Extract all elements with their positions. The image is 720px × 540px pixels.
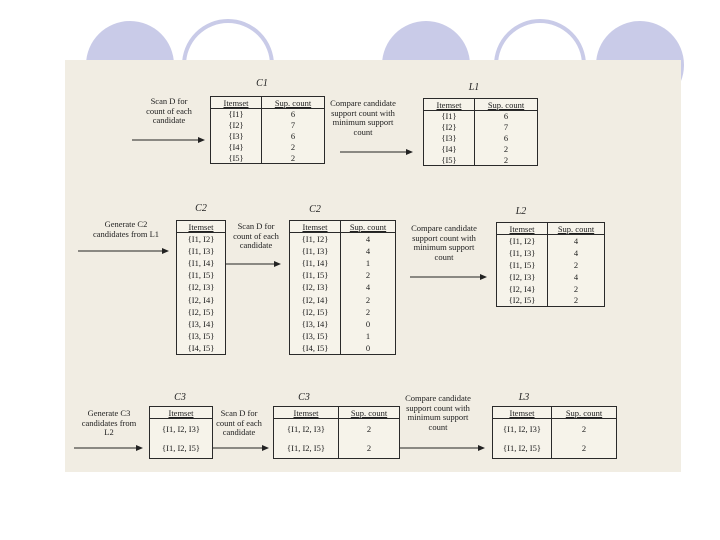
table-row	[274, 439, 400, 459]
itemset-cell: {I3}	[228, 131, 244, 141]
table-row	[497, 295, 605, 307]
itemset-cell: {I2, I5}	[301, 306, 329, 317]
header-row	[290, 221, 396, 233]
table-row	[424, 133, 538, 144]
table-row	[493, 439, 617, 459]
support-count-cell: 2	[262, 142, 325, 153]
table-row	[424, 111, 538, 122]
column-header: Sup. count	[341, 221, 396, 233]
table-name-l3: L3	[518, 392, 530, 403]
table-row	[290, 293, 396, 305]
support-count-cell: 2	[548, 259, 605, 271]
table-row	[290, 245, 396, 257]
support-count-cell: 2	[552, 419, 617, 439]
itemset-cell: {I1, I4}	[187, 257, 215, 268]
itemset-cell: {I2, I3}	[187, 282, 215, 293]
header-row	[211, 97, 325, 109]
itemset-cell: {I4}	[228, 142, 244, 152]
support-count-cell: 4	[548, 271, 605, 283]
support-count-cell: 7	[475, 122, 538, 133]
support-count-cell: 2	[341, 293, 396, 305]
table-l1	[423, 98, 538, 166]
table-row	[424, 122, 538, 133]
itemset-cell: {I2, I3}	[508, 271, 536, 282]
support-count-cell: 2	[475, 155, 538, 166]
column-header: Itemset	[150, 407, 213, 419]
itemset-cell: {I1, I2, I5}	[503, 443, 541, 454]
column-header: Sup. count	[339, 407, 400, 419]
column-header: Sup. count	[548, 223, 605, 235]
table-row	[290, 330, 396, 342]
itemset-cell: {I1}	[441, 111, 457, 122]
support-count-cell: 6	[475, 111, 538, 122]
table-c2-counts	[289, 220, 396, 355]
compare-step-label: Compare candidate support count with minimum support count	[411, 223, 477, 262]
itemset-cell: {I1, I5}	[508, 259, 536, 270]
itemset-cell: {I1, I2}	[187, 233, 215, 244]
column-header: Sup. count	[552, 407, 617, 419]
itemset-cell: {I1, I2, I3}	[503, 423, 541, 434]
table-row	[177, 330, 226, 342]
table-l2	[496, 222, 605, 307]
itemset-cell: {I5}	[228, 152, 244, 163]
column-header: Sup. count	[262, 97, 325, 109]
support-count-cell: 6	[475, 133, 538, 144]
table-row	[211, 142, 325, 153]
itemset-cell: {I4, I5}	[187, 343, 215, 354]
column-header: Itemset	[177, 221, 226, 233]
support-count-cell: 1	[341, 257, 396, 269]
compare-step-label: Compare candidate support count with minimum support count	[405, 393, 471, 432]
support-count-cell: 0	[341, 318, 396, 330]
itemset-cell: {I1, I3}	[508, 247, 536, 258]
itemset-cell: {I3, I5}	[301, 331, 329, 342]
table-row	[177, 257, 226, 269]
table-row	[424, 155, 538, 166]
support-count-cell: 2	[341, 306, 396, 318]
column-header: Itemset	[424, 99, 475, 111]
support-count-cell: 4	[341, 245, 396, 257]
itemset-cell: {I3}	[441, 133, 457, 143]
scan-step-label: Scan D for count of each candidate	[233, 221, 279, 250]
table-name-c1: C1	[256, 78, 268, 89]
table-row	[211, 153, 325, 164]
itemset-cell: {I1, I3}	[301, 245, 329, 256]
table-c1	[210, 96, 325, 164]
table-row	[290, 306, 396, 318]
support-count-cell: 2	[339, 419, 400, 439]
itemset-cell: {I2}	[441, 122, 457, 132]
support-count-cell: 2	[548, 295, 605, 307]
itemset-cell: {I4}	[441, 144, 457, 154]
table-row	[177, 306, 226, 318]
table-row	[177, 281, 226, 293]
table-l3	[492, 406, 617, 459]
table-name-c3-counted: C3	[298, 392, 310, 403]
generate-step-label: Generate C2 candidates from L1	[92, 219, 160, 239]
scan-step-label: Scan D for count of each candidate	[216, 408, 262, 437]
itemset-cell: {I2}	[228, 120, 244, 130]
table-name-c3: C3	[174, 392, 186, 403]
table-row	[497, 259, 605, 271]
itemset-cell: {I5}	[441, 154, 457, 165]
support-count-cell: 4	[548, 247, 605, 259]
table-row	[290, 269, 396, 281]
itemset-cell: {I1, I3}	[187, 245, 215, 256]
table-row	[290, 342, 396, 354]
column-header: Itemset	[274, 407, 339, 419]
itemset-cell: {I4, I5}	[301, 343, 329, 354]
itemset-cell: {I1, I2, I3}	[162, 423, 200, 434]
itemset-cell: {I2, I5}	[187, 306, 215, 317]
table-c3-candidates	[149, 406, 213, 459]
header-row	[493, 407, 617, 419]
support-count-cell: 0	[341, 342, 396, 354]
support-count-cell: 7	[262, 120, 325, 131]
table-row	[150, 439, 213, 459]
table-c2-candidates	[176, 220, 226, 355]
header-row	[177, 221, 226, 233]
header-row	[497, 223, 605, 235]
table-row	[290, 257, 396, 269]
table-row	[177, 245, 226, 257]
itemset-cell: {I1, I2, I5}	[287, 443, 325, 454]
table-row	[211, 120, 325, 131]
itemset-cell: {I2, I5}	[508, 295, 536, 306]
support-count-cell: 6	[262, 131, 325, 142]
support-count-cell: 4	[341, 233, 396, 245]
table-row	[211, 109, 325, 120]
table-row	[497, 283, 605, 295]
itemset-cell: {I2, I4}	[187, 294, 215, 305]
itemset-cell: {I1, I2}	[508, 235, 536, 246]
support-count-cell: 6	[262, 109, 325, 120]
column-header: Itemset	[497, 223, 548, 235]
table-row	[150, 419, 213, 439]
itemset-cell: {I1, I4}	[301, 257, 329, 268]
column-header: Itemset	[493, 407, 552, 419]
itemset-cell: {I1, I2, I3}	[287, 423, 325, 434]
column-header: Sup. count	[475, 99, 538, 111]
itemset-cell: {I1, I5}	[301, 270, 329, 281]
table-name-c2: C2	[195, 203, 207, 214]
column-header: Itemset	[211, 97, 262, 109]
support-count-cell: 4	[548, 235, 605, 247]
support-count-cell: 2	[548, 283, 605, 295]
support-count-cell: 2	[475, 144, 538, 155]
itemset-cell: {I2, I3}	[301, 282, 329, 293]
support-count-cell: 4	[341, 281, 396, 293]
itemset-cell: {I3, I4}	[301, 318, 329, 329]
table-row	[497, 247, 605, 259]
itemset-cell: {I1, I2}	[301, 233, 329, 244]
table-row	[497, 271, 605, 283]
itemset-cell: {I3, I5}	[187, 331, 215, 342]
support-count-cell: 1	[341, 330, 396, 342]
table-row	[290, 233, 396, 245]
support-count-cell: 2	[262, 153, 325, 164]
table-row	[290, 318, 396, 330]
header-row	[274, 407, 400, 419]
support-count-cell: 2	[552, 439, 617, 459]
column-header: Itemset	[290, 221, 341, 233]
table-row	[177, 233, 226, 245]
compare-step-label: Compare candidate support count with minimum support count	[330, 98, 396, 137]
itemset-cell: {I2, I4}	[508, 283, 536, 294]
table-row	[290, 281, 396, 293]
itemset-cell: {I1, I2, I5}	[162, 443, 200, 454]
table-name-l2: L2	[515, 206, 527, 217]
table-row	[211, 131, 325, 142]
support-count-cell: 2	[339, 439, 400, 459]
table-name-c2-counted: C2	[309, 204, 321, 215]
table-row	[177, 318, 226, 330]
itemset-cell: {I1, I5}	[187, 270, 215, 281]
table-name-l1: L1	[468, 82, 480, 93]
table-c3-counts	[273, 406, 400, 459]
support-count-cell: 2	[341, 269, 396, 281]
table-row	[493, 419, 617, 439]
header-row	[150, 407, 213, 419]
table-row	[177, 342, 226, 354]
itemset-cell: {I1}	[228, 109, 244, 120]
table-row	[177, 269, 226, 281]
header-row	[424, 99, 538, 111]
table-row	[497, 235, 605, 247]
table-row	[424, 144, 538, 155]
itemset-cell: {I3, I4}	[187, 318, 215, 329]
table-row	[274, 419, 400, 439]
scan-step-label: Scan D for count of each candidate	[146, 96, 192, 125]
itemset-cell: {I2, I4}	[301, 294, 329, 305]
generate-step-label: Generate C3 candidates from L2	[81, 408, 137, 437]
table-row	[177, 293, 226, 305]
